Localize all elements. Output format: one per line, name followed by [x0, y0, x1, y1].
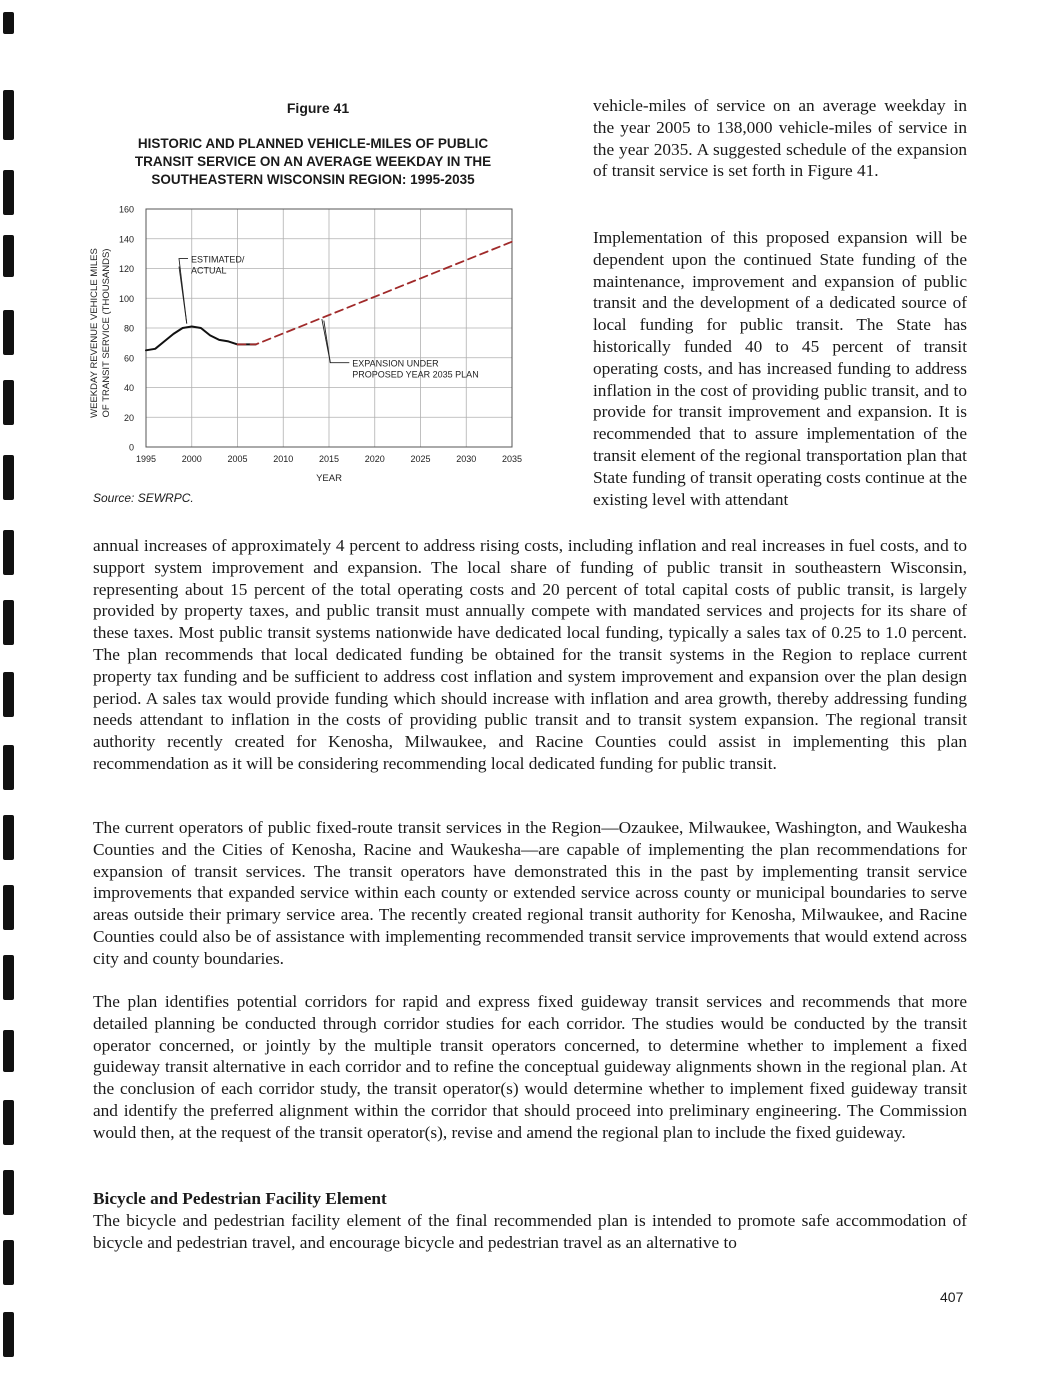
y-axis-label: OF TRANSIT SERVICE (THOUSANDS) — [101, 248, 112, 418]
right-column-paragraph-1: vehicle-miles of service on an average weekday in the year 2005 to 138,000 vehicle-miles of service in the year 2035. A suggested schedule of the expansion of transit service is set forth in Figure 41. — [593, 96, 967, 181]
annotation-label: PROPOSED YEAR 2035 PLAN — [352, 369, 479, 380]
annotation-label: ESTIMATED/ — [191, 254, 245, 265]
body-paragraph-2: The current operators of public fixed-route transit services in the Region—Ozaukee, Milwaukee, Washington, and Waukesha Counties and the Cities of Kenosha, Racine and Waukesha—are capable of implementing the plan recommendations for expansion of transit services. The transit operators have demonstrated this in the past by implementing transit service improvements that expanded service within each county or extended service across county or municipal boundaries to serve areas outside their primary service area. The recently created regional transit authority for Kenosha, Milwaukee, and Racine Counties could also be of assistance with implementing recommended transit service improvements that would extend across city and county boundaries. — [93, 818, 967, 968]
x-axis-label: YEAR — [316, 473, 342, 484]
page-number: 407 — [940, 1289, 964, 1305]
y-tick-label: 20 — [123, 412, 134, 423]
body-paragraph-4: The bicycle and pedestrian facility element of the final recommended plan is intended to promote safe accommodation of bicycle and pedestrian travel, and encourage bicycle and pedestrian travel as an alternative to — [93, 1211, 967, 1252]
binder-spine — [0, 0, 22, 1380]
body-paragraph-3: The plan identifies potential corridors for rapid and express fixed guideway transit services and recommends that more detailed planning be conducted through corridor studies for each corridor. The studies would be conducted by the transit operator concerned, or jointly by the multiple transit operators concerned, to determine whether to implement a fixed guideway transit alternative in each corridor and to refine the conceptual guideway alignments shown in the regional plan. At the conclusion of each corridor study, the transit operator(s) would determine whether to implement fixed guideway transit and identify the preferred alignment within the corridor that should proceed into preliminary engineering. The Commission would then, at the request of the transit operator(s), revise and amend the regional plan to include the fixed guideway. — [93, 992, 967, 1142]
y-tick-label: 160 — [118, 204, 134, 215]
annotation-label: EXPANSION UNDER — [352, 358, 439, 369]
x-tick-label: 2020 — [364, 454, 385, 464]
annotation-label: ACTUAL — [191, 265, 227, 276]
y-tick-label: 60 — [123, 353, 134, 364]
x-tick-label: 2000 — [181, 454, 202, 464]
figure-source: Source: SEWRPC. — [93, 491, 194, 505]
y-tick-label: 100 — [118, 293, 134, 304]
annotation-leader — [179, 267, 187, 324]
section-heading: Bicycle and Pedestrian Facility Element — [93, 1189, 387, 1208]
figure-number: Figure 41 — [286, 100, 350, 116]
x-tick-label: 1995 — [135, 454, 157, 464]
x-tick-label: 2010 — [273, 454, 294, 464]
figure-title-line: HISTORIC AND PLANNED VEHICLE-MILES OF PUBLIC — [137, 136, 489, 151]
body-paragraph-1: annual increases of approximately 4 percent to address rising costs, including inflation and real increases in fuel costs, and to support system improvement and expansion. The local share of funding of public transit in southeastern Wisconsin, representing about 15 percent of the total operating costs and 20 percent of total capital costs of public transit, is largely provided by property taxes, and public transit must annually compete with mandated services and projects for its share of these taxes. Most public transit systems nationwide have dedicated local funding, typically a sales tax of 0.25 to 1.0 percent. The plan recommends that local dedicated funding be obtained for the transit systems in the Region to replace current property tax funding and be sufficient to address cost inflation and system improvement and expansion over the plan design period. A sales tax would provide funding which should increase with inflation and area growth, thereby addressing funding needs attendant to inflation in the costs of providing public transit and to transit system expansion. The regional transit authority recently created for Kenosha, Milwaukee, and Racine Counties could assist in implementing this plan recommendation as it will be considering recommending local dedicated funding for public transit. — [93, 536, 967, 773]
figure-title — [88, 135, 538, 189]
series-line-estimated-actual — [146, 327, 256, 351]
vehicle-miles-line-chart — [80, 198, 540, 493]
y-tick-label: 140 — [118, 234, 134, 245]
x-tick-label: 2030 — [456, 454, 477, 464]
figure-title-line: SOUTHEASTERN WISCONSIN REGION: 1995-2035 — [151, 172, 475, 187]
y-tick-label: 40 — [123, 383, 134, 393]
y-tick-label: 0 — [128, 442, 134, 453]
figure-41 — [88, 100, 538, 189]
annotation-leader — [324, 321, 349, 363]
x-tick-label: 2035 — [501, 454, 523, 464]
y-tick-label: 120 — [118, 264, 134, 274]
right-column-paragraph-2: Implementation of this proposed expansion will be dependent upon the continued State funding of the maintenance, improvement and expansion of public transit and the development of a dedicated source of local funding for public transit. The State has historically funded 40 to 45 percent of transit operating costs, and has increased funding to address inflation in the cost of providing public transit, and to provide for transit improvement and expansion. It is recommended that to assure implementation of the transit element of the regional transportation plan that State funding of transit operating costs continue at the existing level with attendant — [593, 228, 967, 509]
x-tick-label: 2015 — [318, 454, 340, 464]
y-axis-label: WEEKDAY REVENUE VEHICLE MILES — [89, 248, 100, 418]
y-tick-label: 80 — [123, 323, 134, 334]
x-tick-label: 2005 — [227, 454, 248, 464]
figure-title-line: TRANSIT SERVICE ON AN AVERAGE WEEKDAY IN THE — [134, 154, 492, 169]
x-tick-label: 2025 — [410, 454, 431, 464]
